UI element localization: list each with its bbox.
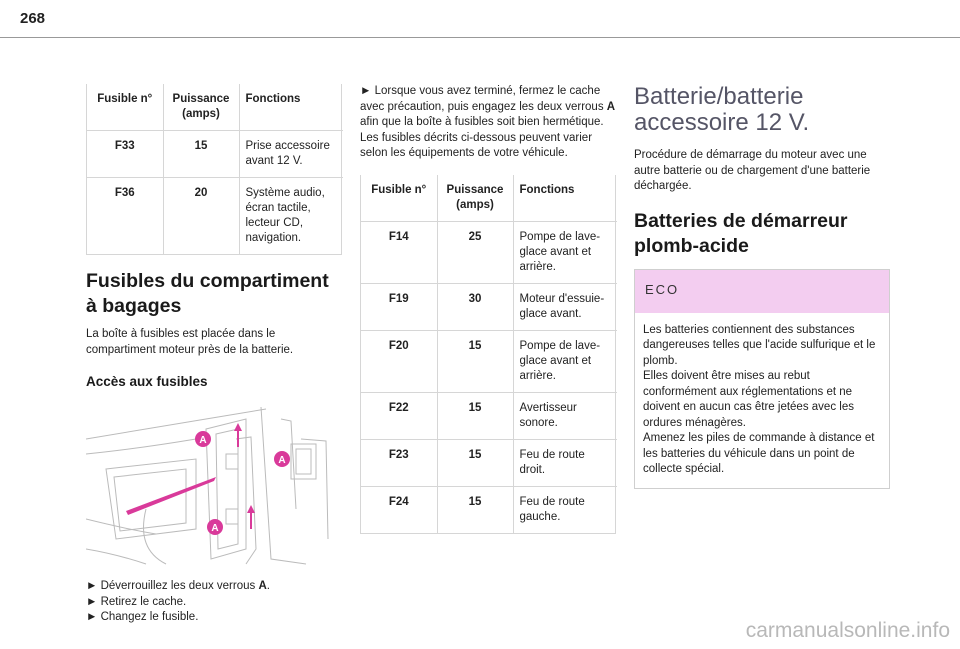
fuse-amps: 30 [437,283,513,330]
fuse-function: Feu de route gauche. [513,486,617,533]
fuse-amps: 15 [163,131,239,178]
fuse-number: F36 [87,178,163,255]
step-item: ► Déverrouillez les deux verrous A. [86,580,270,592]
fuse-amps: 15 [437,330,513,392]
marker-a-label: A [211,523,219,534]
column-middle [360,84,616,534]
closing-instruction: ► Lorsque vous avez terminé, fermez le cache avec précaution, puis engagez les deux verrous A afin que la boîte à fusibles soit bien hermétique. [360,85,616,128]
fuse-number: F24 [361,486,437,533]
column-left [86,84,342,626]
fuse-number: F33 [87,131,163,178]
fuse-table-2 [360,175,616,534]
table-row [361,439,617,486]
header-fuse-number: Fusible n° [371,183,427,196]
table-row [87,131,343,178]
eco-text [635,313,889,488]
header-fuse-number: Fusible n° [97,93,153,105]
access-steps [86,579,342,626]
fuse-function: Pompe de lave-glace avant et arrière. [513,221,617,283]
table-row [361,486,617,533]
fuse-amps: 25 [437,221,513,283]
table-row [361,392,617,439]
eco-paragraph: Elles doivent être mises au rebut conformément aux réglementations et ne doivent en aucun cas être jetées avec les ordures ménagères. [643,370,854,429]
trunk-intro: La boîte à fusibles est placée dans le compartiment moteur près de la batterie. [86,328,294,356]
fuse-function: Feu de route droit. [513,439,617,486]
header-functions: Fonctions [239,84,343,131]
fuse-amps: 15 [437,392,513,439]
access-title: Accès aux fusibles [86,374,208,389]
fuse-number: F23 [361,439,437,486]
page-number: 268 [20,10,46,27]
header-functions: Fonctions [513,175,617,222]
table-row [87,178,343,255]
section-title-trunk-fuses: Fusibles du compartiment à bagages [86,270,329,317]
fuse-function: Prise accessoire avant 12 V. [239,131,343,178]
table-row [361,221,617,283]
fuse-number: F22 [361,392,437,439]
fuse-box-illustration [86,399,342,569]
fuse-number: F20 [361,330,437,392]
header-rule [0,37,960,38]
fuse-function: Avertisseur sonore. [513,392,617,439]
direction-arrow [126,477,216,515]
arrow-up-icon [234,423,242,431]
fuse-amps: 15 [437,439,513,486]
eco-notice [634,269,890,489]
fuse-amps: 20 [163,178,239,255]
fuse-function: Pompe de lave-glace avant et arrière. [513,330,617,392]
column-right [634,84,890,489]
table-header-row [87,84,343,131]
fuse-amps: 15 [437,486,513,533]
table-header-row [361,175,617,222]
fuse-table-1 [86,84,342,255]
battery-intro: Procédure de démarrage du moteur avec une autre batterie ou de chargement d'une batterie déchargée. [634,149,871,192]
fuse-box-drawing [86,399,342,569]
watermark: carmanualsonline.info [745,619,950,642]
fuse-function: Moteur d'essuie-glace avant. [513,283,617,330]
step-item: ► Retirez le cache. [86,595,187,608]
marker-a-label: A [278,455,286,466]
marker-a-label: A [199,435,207,446]
fuse-function: Système audio, écran tactile, lecteur CD, navigation. [239,178,343,255]
fuse-variation-note: Les fusibles décrits ci-dessous peuvent varier selon les équipements de votre véhicule. [360,131,593,159]
eco-paragraph: Amenez les piles de commande à distance et les batteries du véhicule dans un point de collecte spécial. [643,432,875,475]
fuse-number: F14 [361,221,437,283]
subsection-title-lead-acid: Batteries de démarreur plomb-acide [634,209,848,257]
eco-label: ECO [635,270,889,313]
header-amps: Puissance (amps) [437,175,513,222]
table-row [361,283,617,330]
header-amps: Puissance (amps) [163,84,239,131]
eco-paragraph: Les batteries contiennent des substances dangereuses telles que l'acide sulfurique et le plomb. [643,323,876,367]
step-item: ► Changez le fusible. [86,611,199,623]
section-title-battery: Batterie/batterie accessoire 12 V. [634,83,810,136]
fuse-number: F19 [361,283,437,330]
table-row [361,330,617,392]
